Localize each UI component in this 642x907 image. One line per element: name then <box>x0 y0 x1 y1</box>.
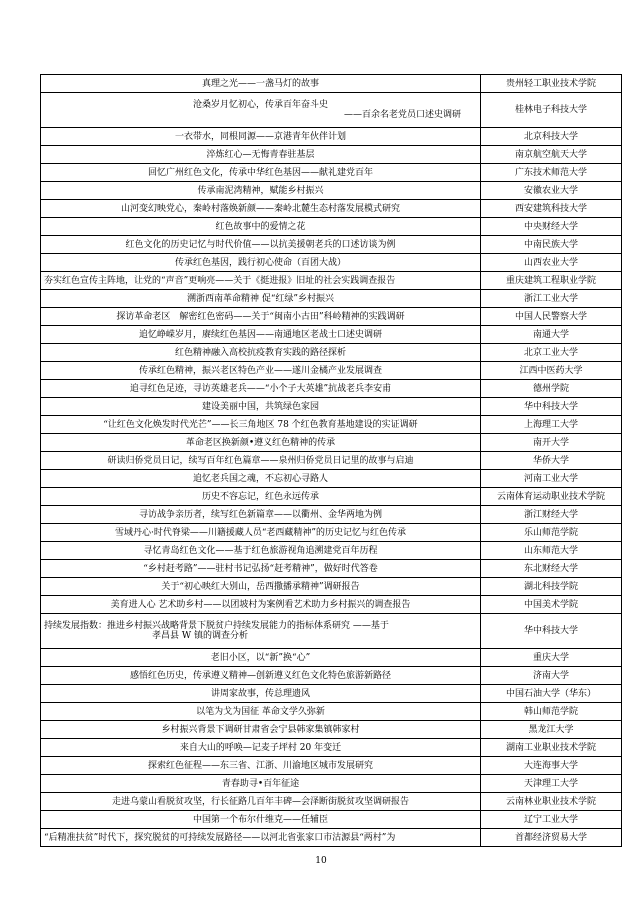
school-cell: 江西中医药大学 <box>481 362 622 380</box>
project-title-cell: “让红色文化焕发时代光芒”——长三角地区 78 个红色教育基地建设的实证调研 <box>41 416 481 434</box>
table-row <box>41 506 622 524</box>
project-title-cell: 讲周家故事，传总理遗风 <box>41 685 481 703</box>
table-row <box>41 200 622 218</box>
school-cell: 南通大学 <box>481 326 622 344</box>
project-title-cell: 传承红色精神，振兴老区特色产业——遂川金橘产业发展调查 <box>41 362 481 380</box>
school-cell: 中国美术学院 <box>481 596 622 614</box>
project-title-cell: 乡村振兴背景下调研甘肃省会宁县韩家集镇韩家村 <box>41 721 481 739</box>
table-row <box>41 344 622 362</box>
school-cell: 河南工业大学 <box>481 470 622 488</box>
school-cell: 桂林电子科技大学 <box>481 93 622 128</box>
table-row <box>41 452 622 470</box>
project-title-cell: 寻访战争亲历者，续写红色新篇章——以衢州、金华两地为例 <box>41 506 481 524</box>
table-row <box>41 146 622 164</box>
school-cell: 首都经济贸易大学 <box>481 829 622 847</box>
school-cell: 贵州轻工职业技术学院 <box>481 75 622 93</box>
school-cell: 北京工业大学 <box>481 344 622 362</box>
school-cell: 辽宁工业大学 <box>481 811 622 829</box>
project-title-cell: 走进乌蒙山看脱贫攻坚，行长征路几百年丰碑—会泽断街脱贫攻坚调研报告 <box>41 793 481 811</box>
project-title-cell: 美育进人心 艺术助乡村——以团坡村为案例看艺术助力乡村振兴的调查报告 <box>41 596 481 614</box>
school-cell: 湖南工业职业技术学院 <box>481 739 622 757</box>
project-title-line: 持续发展指数：推进乡村振兴战略背景下脱贫户持续发展能力的指标体系研究 ——基于 <box>44 621 389 631</box>
school-cell: 南京航空航天大学 <box>481 146 622 164</box>
table-row <box>41 649 622 667</box>
table-row <box>41 416 622 434</box>
school-cell: 浙江财经大学 <box>481 506 622 524</box>
table-row <box>41 362 622 380</box>
project-title-line: ——百余名老党员口述史调研 <box>343 110 461 120</box>
table-row <box>41 775 622 793</box>
table-row <box>41 703 622 721</box>
school-cell: 中国石油大学（华东） <box>481 685 622 703</box>
school-cell: 乐山师范学院 <box>481 524 622 542</box>
project-title-cell: 红色故事中的爱情之花 <box>41 218 481 236</box>
project-title-cell <box>41 93 481 128</box>
school-cell: 上海理工大学 <box>481 416 622 434</box>
project-title-cell: 来自大山的呼唤—记麦子坪村 20 年变迁 <box>41 739 481 757</box>
project-title-cell: 探索红色征程——东三省、江浙、川渝地区城市发展研究 <box>41 757 481 775</box>
school-cell: 韩山师范学院 <box>481 703 622 721</box>
table-row <box>41 829 622 847</box>
table-row <box>41 739 622 757</box>
awards-table <box>40 74 622 847</box>
project-title-cell <box>41 614 481 649</box>
table-row <box>41 685 622 703</box>
school-cell: 北京科技大学 <box>481 128 622 146</box>
page-number: 10 <box>315 856 327 866</box>
project-title-cell: 追寻红色足迹，寻访英雄老兵——“小个子大英雄”抗战老兵李安甫 <box>41 380 481 398</box>
project-title-cell: 建设美丽中国，共筑绿色家园 <box>41 398 481 416</box>
project-title-cell: 青春助寻•百年征途 <box>41 775 481 793</box>
table-row <box>41 596 622 614</box>
project-title-cell: 以笔为戈为国征 革命文学久弥新 <box>41 703 481 721</box>
project-title-cell: 红色文化的历史记忆与时代价值——以抗美援朝老兵的口述访谈为例 <box>41 236 481 254</box>
table-row <box>41 380 622 398</box>
project-title-cell: 寻忆青岛红色文化——基于红色旅游视角追溯建党百年历程 <box>41 542 481 560</box>
project-title-cell: 雪域丹心·时代脊梁——川籍援藏人员“老西藏精神”的历史记忆与红色传承 <box>41 524 481 542</box>
project-title-line: 孝昌县 W 镇的调查分析 <box>152 631 248 641</box>
project-title-cell: 追忆峥嵘岁月，赓续红色基因——南通地区老战士口述史调研 <box>41 326 481 344</box>
project-title-cell: 中国第一个布尔什维克——任辅臣 <box>41 811 481 829</box>
school-cell: 西安建筑科技大学 <box>481 200 622 218</box>
project-title-cell: 研读归侨党员日记，续写百年红色篇章——泉州归侨党员日记里的故事与启迪 <box>41 452 481 470</box>
school-cell: 华中科技大学 <box>481 398 622 416</box>
table-row <box>41 757 622 775</box>
school-cell: 大连海事大学 <box>481 757 622 775</box>
school-cell: 南开大学 <box>481 434 622 452</box>
project-title-cell: 革命老区换新颜•遵义红色精神的传承 <box>41 434 481 452</box>
project-title-cell: 夯实红色宣传主阵地，让党的“声音”更响亮——关于《挺进报》旧址的社会实践调查报告 <box>41 272 481 290</box>
table-row <box>41 560 622 578</box>
table-row <box>41 272 622 290</box>
school-cell: 安徽农业大学 <box>481 182 622 200</box>
table-row <box>41 793 622 811</box>
school-cell: 德州学院 <box>481 380 622 398</box>
table-row <box>41 164 622 182</box>
table-row <box>41 398 622 416</box>
project-title-cell: 追忆老兵国之魂，不忘初心寻路人 <box>41 470 481 488</box>
school-cell: 云南体育运动职业技术学院 <box>481 488 622 506</box>
school-cell: 东北财经大学 <box>481 560 622 578</box>
school-cell: 山西农业大学 <box>481 254 622 272</box>
table-row <box>41 128 622 146</box>
school-cell: 重庆建筑工程职业学院 <box>481 272 622 290</box>
school-cell: 山东师范大学 <box>481 542 622 560</box>
table-row <box>41 578 622 596</box>
school-cell: 天津理工大学 <box>481 775 622 793</box>
school-cell: 中国人民警察大学 <box>481 308 622 326</box>
project-title-cell: 溯浙西南革命精神 促“红绿”乡村振兴 <box>41 290 481 308</box>
table-row <box>41 614 622 649</box>
table-row <box>41 542 622 560</box>
school-cell: 济南大学 <box>481 667 622 685</box>
school-cell: 华中科技大学 <box>481 614 622 649</box>
table-row <box>41 488 622 506</box>
school-cell: 重庆大学 <box>481 649 622 667</box>
table-row <box>41 93 622 128</box>
project-title-cell: 历史不容忘记，红色永远传承 <box>41 488 481 506</box>
school-cell: 湖北科技学院 <box>481 578 622 596</box>
awards-table-body <box>41 75 622 847</box>
school-cell: 云南林业职业技术学院 <box>481 793 622 811</box>
table-row <box>41 721 622 739</box>
project-title-cell: 真理之光——一盏马灯的故事 <box>41 75 481 93</box>
table-row <box>41 75 622 93</box>
project-title-cell: 传承红色基因，践行初心使命（百团大战） <box>41 254 481 272</box>
project-title-cell: “后精准扶贫”时代下，探究脱贫的可持续发展路径——以河北省张家口市沽源县“两村”为 <box>41 829 481 847</box>
project-title-cell: 回忆广州红色文化，传承中华红色基因——献礼建党百年 <box>41 164 481 182</box>
table-row <box>41 290 622 308</box>
table-row <box>41 254 622 272</box>
school-cell: 中央财经大学 <box>481 218 622 236</box>
project-title-cell: 探访革命老区 解密红色密码——关于“闽南小古田”科岭精神的实践调研 <box>41 308 481 326</box>
table-row <box>41 811 622 829</box>
project-title-cell: 红色精神融入高校抗疫教育实践的路径探析 <box>41 344 481 362</box>
table-row <box>41 470 622 488</box>
table-row <box>41 326 622 344</box>
table-row <box>41 524 622 542</box>
project-title-cell: 关于“初心映红大别山，岳西撒播承精神”调研报告 <box>41 578 481 596</box>
project-title-line: 沧桑岁月忆初心，传承百年奋斗史 <box>192 100 328 110</box>
table-row <box>41 308 622 326</box>
table-row <box>41 236 622 254</box>
project-title-cell: “乡村赶考路”——驻村书记弘扬“赶考精神”，做好时代答卷 <box>41 560 481 578</box>
project-title-cell: 老旧小区，以“新”换“心” <box>41 649 481 667</box>
table-row <box>41 182 622 200</box>
school-cell: 华侨大学 <box>481 452 622 470</box>
school-cell: 中南民族大学 <box>481 236 622 254</box>
table-row <box>41 667 622 685</box>
school-cell: 广东技术师范大学 <box>481 164 622 182</box>
school-cell: 浙江工业大学 <box>481 290 622 308</box>
project-title-cell: 传承南泥湾精神，赋能乡村振兴 <box>41 182 481 200</box>
table-row <box>41 434 622 452</box>
school-cell: 黑龙江大学 <box>481 721 622 739</box>
project-title-cell: 感悟红色历史，传承遵义精神—创新遵义红色文化特色旅游新路径 <box>41 667 481 685</box>
project-title-cell: 淬炼红心—无悔青春驻基层 <box>41 146 481 164</box>
project-title-cell: 一衣带水，同根同源——京港青年伙伴计划 <box>41 128 481 146</box>
table-row <box>41 218 622 236</box>
project-title-cell: 山河变幻映党心，秦岭村落焕新颜——秦岭北麓生态村落发展模式研究 <box>41 200 481 218</box>
